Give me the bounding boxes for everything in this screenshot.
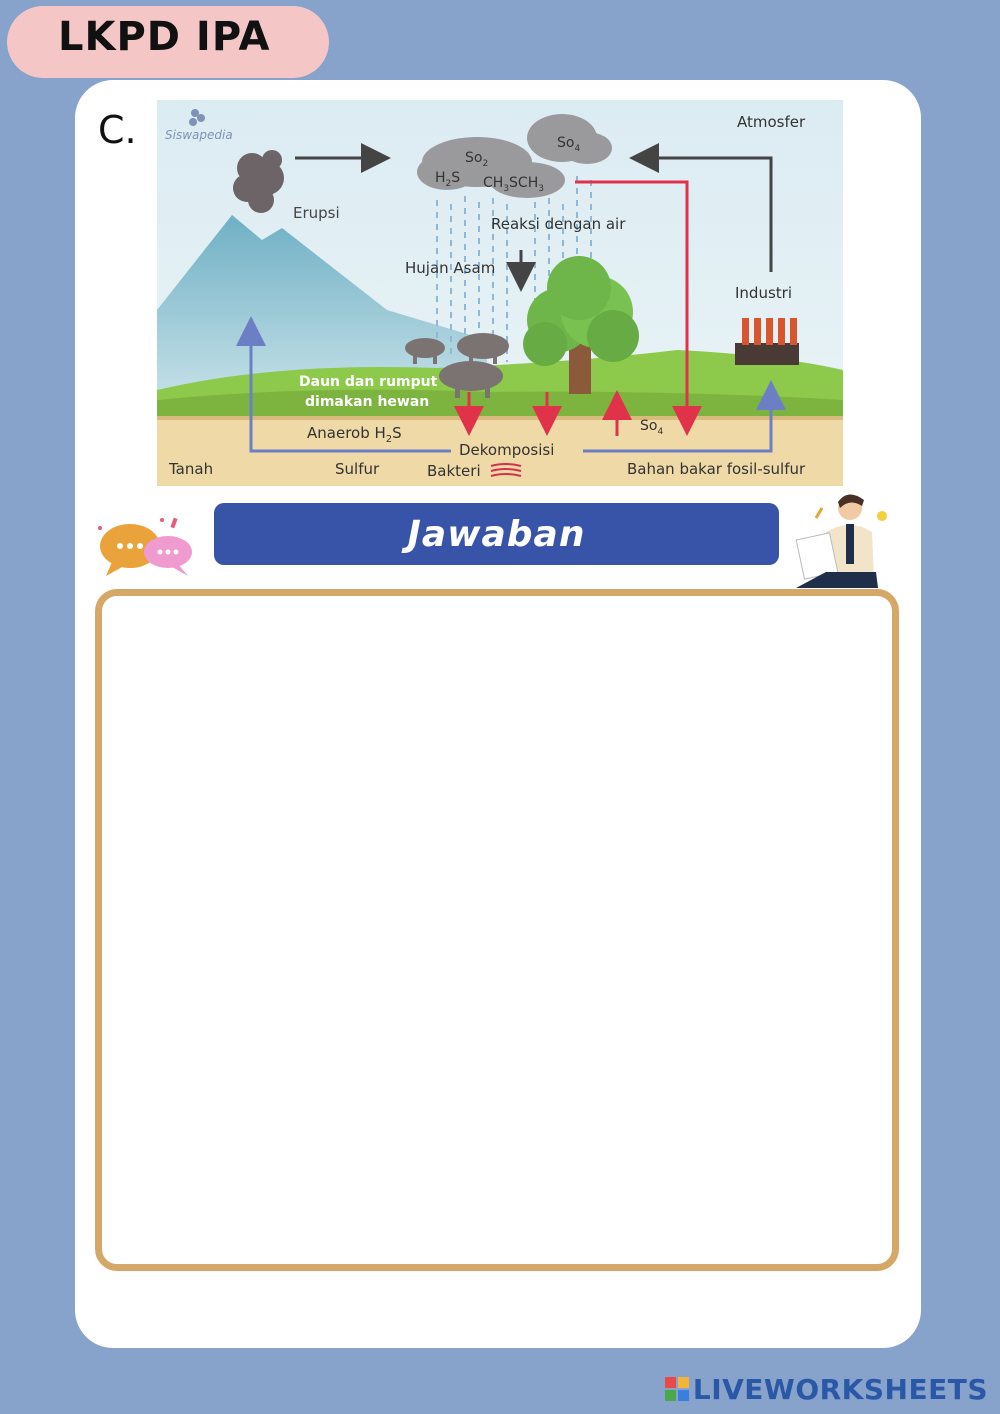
svg-text:Hujan Asam: Hujan Asam [405,259,496,277]
svg-text:Erupsi: Erupsi [293,204,340,222]
svg-text:Bakteri: Bakteri [427,462,481,480]
student-illustration [786,488,892,590]
svg-text:Anaerob H2S: Anaerob $H_2S$ [307,424,402,445]
svg-text:So4: $So_4$ [640,418,664,437]
sulfur-cycle-diagram [157,100,843,486]
question-label: C. [98,108,137,152]
liveworksheets-logo-icon [665,1377,689,1401]
footer-brand-text: LIVEWORKSHEETS [692,1372,988,1406]
svg-text:CH3SCH3: $CH_3SCH_3$ [483,175,544,194]
svg-text:Bahan bakar fosil-sulfur: Bahan bakar fosil-sulfur [627,460,806,478]
chat-bubbles-icon [92,512,202,584]
answer-input-box[interactable] [95,589,899,1271]
svg-text:Sulfur: Sulfur [335,460,380,478]
svg-text:H2S: $H_2S$ [435,170,461,189]
svg-text:Reaksi dengan air: Reaksi dengan air [491,215,626,233]
answer-heading: Jawaban [407,513,586,555]
svg-text:Siswapedia: Siswapedia [165,128,233,142]
svg-text:So4: $So_4$ [557,135,581,154]
svg-text:Dekomposisi: Dekomposisi [459,441,555,459]
svg-text:Daun dan rumput: Daun dan rumput [299,374,438,390]
svg-text:Atmosfer: Atmosfer [737,113,806,131]
svg-text:So2: $So_2$ [465,150,489,169]
svg-text:Tanah: Tanah [169,460,214,478]
svg-text:Industri: Industri [735,284,792,302]
page-title: LKPD IPA [58,14,271,60]
answer-banner [214,503,779,565]
svg-text:dimakan hewan: dimakan hewan [305,394,430,410]
footer-brand [665,1372,988,1406]
